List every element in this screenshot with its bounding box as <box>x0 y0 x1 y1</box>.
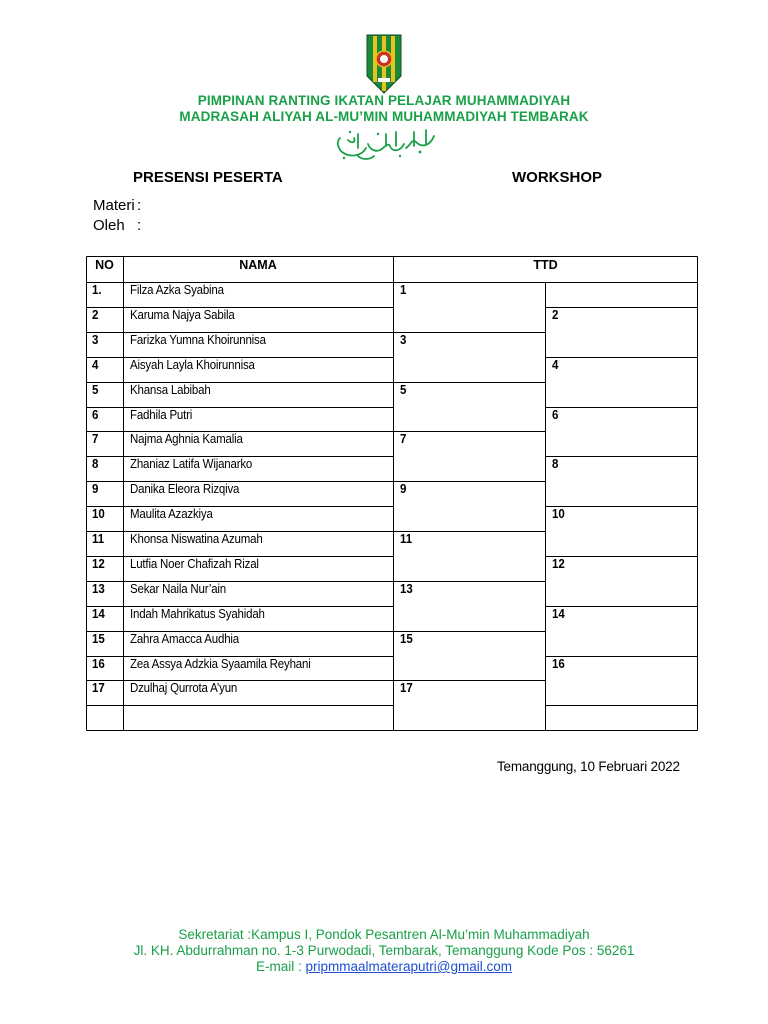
row-number: 4 <box>92 357 99 372</box>
participant-name: Filza Azka Syabina <box>130 283 224 297</box>
row-number: 15 <box>92 631 105 646</box>
participant-name: Aisyah Layla Khoirunnisa <box>130 357 255 372</box>
signature-slot-number: 16 <box>552 656 565 671</box>
participant-name: Fadhila Putri <box>130 407 193 422</box>
participant-name: Lutfia Noer Chafizah Rizal <box>130 556 259 571</box>
oleh-label: Oleh <box>93 217 125 234</box>
school-name: MADRASAH ALIYAH AL-MU’MIN MUHAMMADIYAH TEMBARAK <box>179 109 589 124</box>
header-no: NO <box>95 258 114 272</box>
row-number: 17 <box>92 681 105 696</box>
signature-slot-number: 15 <box>400 631 413 646</box>
participant-name: Karuma Najya Sabila <box>130 307 235 322</box>
ipm-logo-icon <box>366 34 402 94</box>
basmalah-calligraphy-icon <box>330 126 438 162</box>
materi-line <box>93 197 141 214</box>
footer-email-link[interactable]: pripmmaalmateraputri@gmail.com <box>305 959 513 974</box>
row-number: 13 <box>92 581 105 596</box>
header-nama: NAMA <box>239 258 277 272</box>
signature-slot-number: 5 <box>400 382 407 397</box>
signature-slot-number: 8 <box>552 457 559 472</box>
participant-name: Khonsa Niswatina Azumah <box>130 532 263 546</box>
attendance-table <box>86 256 698 731</box>
signature-slot-number: 12 <box>552 556 565 571</box>
header-ttd: TTD <box>533 258 558 272</box>
signature-slot-number: 6 <box>552 407 559 422</box>
row-number: 9 <box>92 482 99 497</box>
organization-name: PIMPINAN RANTING IKATAN PELAJAR MUHAMMADIYAH <box>197 93 571 108</box>
participant-name: Danika Eleora Rizqiva <box>130 482 240 497</box>
signing-date: Temanggung, 10 Februari 2022 <box>497 759 680 774</box>
event-type: WORKSHOP <box>512 169 602 186</box>
row-number: 14 <box>92 606 105 621</box>
row-number: 12 <box>92 556 105 571</box>
participant-name: Sekar Naila Nur’ain <box>130 581 227 596</box>
participant-name: Zhaniaz Latifa Wijanarko <box>130 457 253 472</box>
signature-slot-number: 10 <box>552 507 565 522</box>
signature-slot-number: 14 <box>552 606 565 621</box>
row-number: 1. <box>92 283 102 297</box>
participant-name: Indah Mahrikatus Syahidah <box>130 606 265 621</box>
participant-name: Zahra Amacca Audhia <box>130 631 240 646</box>
signature-slot-number: 1 <box>400 283 407 297</box>
participant-name: Najma Aghnia Kamalia <box>130 432 243 447</box>
oleh-colon: : <box>137 217 142 234</box>
signature-slot-number: 4 <box>552 357 559 372</box>
footer-email-label: E-mail : <box>255 959 306 974</box>
row-number: 2 <box>92 307 99 322</box>
row-number: 11 <box>92 532 105 546</box>
materi-label: Materi <box>93 197 135 214</box>
signature-slot-number: 17 <box>400 681 413 696</box>
row-number: 7 <box>92 432 99 447</box>
signature-slot-number: 9 <box>400 482 407 497</box>
footer-email-line <box>0 959 768 974</box>
row-number: 10 <box>92 507 105 522</box>
footer-address: Jl. KH. Abdurrahman no. 1-3 Purwodadi, Tembarak, Temanggung Kode Pos : 56261 <box>133 943 635 958</box>
signature-slot-number: 2 <box>552 307 559 322</box>
row-number: 16 <box>92 656 105 671</box>
participant-name: Zea Assya Adzkia Syaamila Reyhani <box>130 656 311 671</box>
signature-slot-number: 13 <box>400 581 413 596</box>
footer-secretariat: Sekretariat :Kampus I, Pondok Pesantren Al-Mu’min Muhammadiyah <box>178 927 590 942</box>
materi-colon: : <box>137 197 142 214</box>
row-number: 8 <box>92 457 99 472</box>
document-title: PRESENSI PESERTA <box>133 169 283 186</box>
row-number: 3 <box>92 332 99 347</box>
participant-name: Farizka Yumna Khoirunnisa <box>130 332 266 347</box>
participant-name: Khansa Labibah <box>130 382 211 397</box>
participant-name: Dzulhaj Qurrota A’yun <box>130 681 238 696</box>
signature-slot-number: 3 <box>400 332 407 347</box>
oleh-line <box>93 217 141 234</box>
participant-name: Maulita Azazkiya <box>130 507 213 522</box>
row-number: 5 <box>92 382 99 397</box>
signature-slot-number: 7 <box>400 432 407 447</box>
signature-slot-number: 11 <box>400 532 413 546</box>
row-number: 6 <box>92 407 99 422</box>
